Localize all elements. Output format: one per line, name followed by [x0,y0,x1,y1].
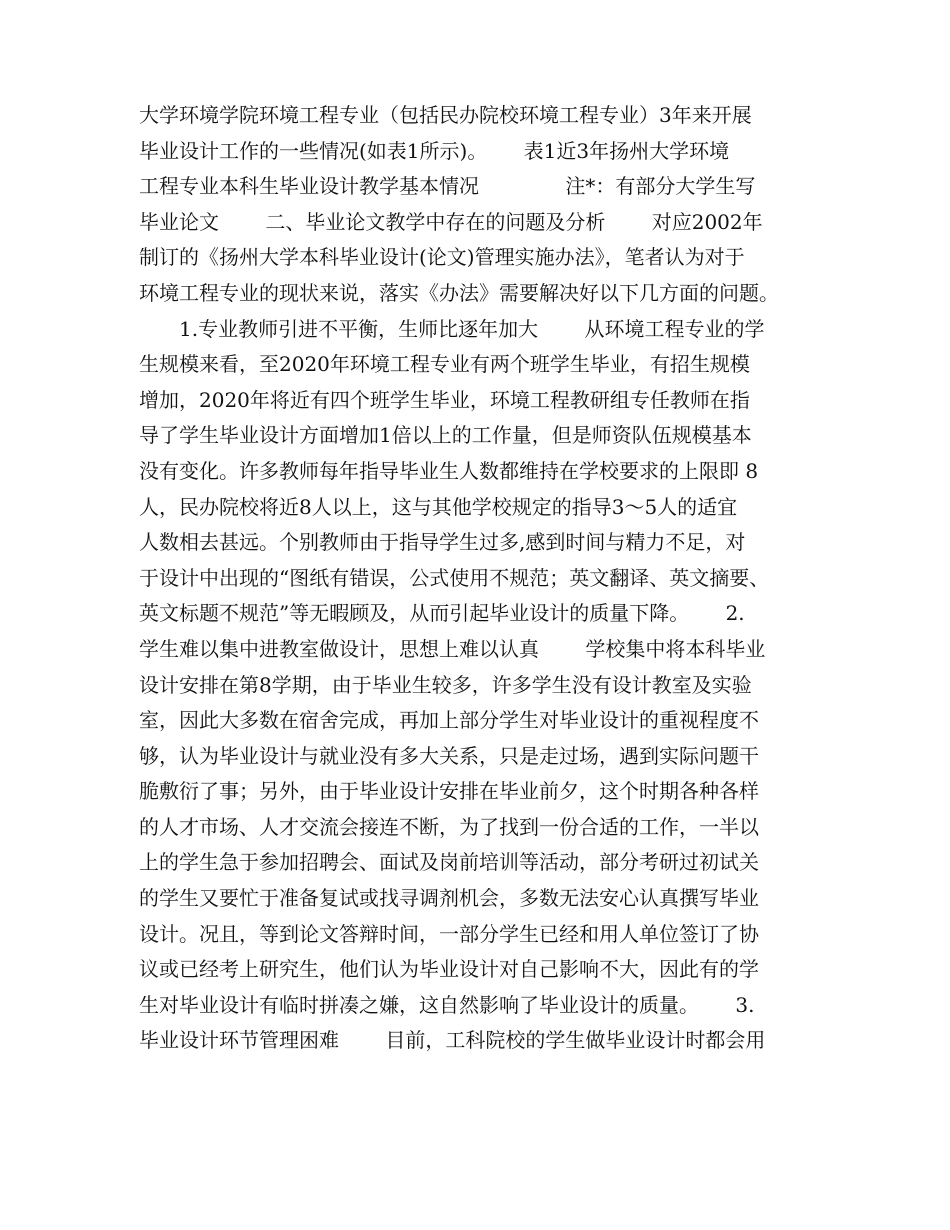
text-line: 制订的《扬州大学本科毕业设计(论文)管理实施办法》，笔者认为对于 [139,245,745,270]
text-line: 脆敷衍了事；另外，由于毕业设计安排在毕业前夕，这个时期各种各样 [139,779,759,804]
text-line: 毕业设计环节管理困难 目前，工科院校的学生做毕业设计时都会用 [139,1028,766,1053]
body-text [139,98,829,1059]
text-line: 毕业设计工作的一些情况(如表1所示)。 表1近3年扬州大学环境 [139,138,730,163]
text-line: 设计。况且，等到论文答辩时间，一部分学生已经和用人单位签订了协 [139,921,759,946]
text-line: 上的学生急于参加招聘会、面试及岗前培训等活动，部分考研过初试关 [139,850,759,875]
text-line: 生规模来看，至2020年环境工程专业有两个班学生毕业，有招生规模 [139,352,750,377]
text-line: 人，民办院校将近8人以上，这与其他学校规定的指导3～5人的适宜 [139,494,738,519]
text-line: 室，因此大多数在宿舍完成，再加上部分学生对毕业设计的重视程度不 [139,708,759,733]
text-line: 工程专业本科生毕业设计教学基本情况 注*：有部分大学生写 [139,174,756,199]
text-line: 环境工程专业的现状来说，落实《办法》需要解决好以下几方面的问题。 [139,280,779,305]
text-line: 的人才市场、人才交流会接连不断，为了找到一份合适的工作，一半以 [139,814,759,839]
text-line: 增加，2020年将近有四个班学生毕业，环境工程教研组专任教师在指 [139,387,750,412]
text-line: 够，认为毕业设计与就业没有多大关系，只是走过场，遇到实际问题干 [139,743,759,768]
text-line: 于设计中出现的“图纸有错误，公式使用不规范；英文翻译、英文摘要、 [139,565,770,590]
text-line: 学生难以集中进教室做设计，思想上难以认真 学校集中将本科毕业 [139,636,766,661]
text-line: 英文标题不规范”等无暇顾及，从而引起毕业设计的质量下降。 2. [139,601,745,626]
text-line: 的学生又要忙于准备复试或找寻调剂机会，多数无法安心认真撰写毕业 [139,886,759,911]
text-line: 毕业论文 二、毕业论文教学中存在的问题及分析 对应2002年 [139,209,763,234]
text-line: 导了学生毕业设计方面增加1倍以上的工作量，但是师资队伍规模基本 [139,423,752,448]
text-line: 1.专业教师引进不平衡，生师比逐年加大 从环境工程专业的学 [179,316,765,341]
text-line: 没有变化。许多教师每年指导毕业生人数都维持在学校要求的上限即 8 [139,458,759,483]
text-line: 议或已经考上研究生，他们认为毕业设计对自己影响不大，因此有的学 [139,957,759,982]
text-line: 大学环境学院环境工程专业（包括民办院校环境工程专业）3年来开展 [139,103,752,127]
text-line: 人数相去甚远。个别教师由于指导学生过多,感到时间与精力不足，对 [139,530,746,555]
text-line: 生对毕业设计有临时拼凑之嫌，这自然影响了毕业设计的质量。 3. [139,992,755,1017]
text-line: 设计安排在第8学期，由于毕业生较多，许多学生没有设计教室及实验 [139,672,752,697]
